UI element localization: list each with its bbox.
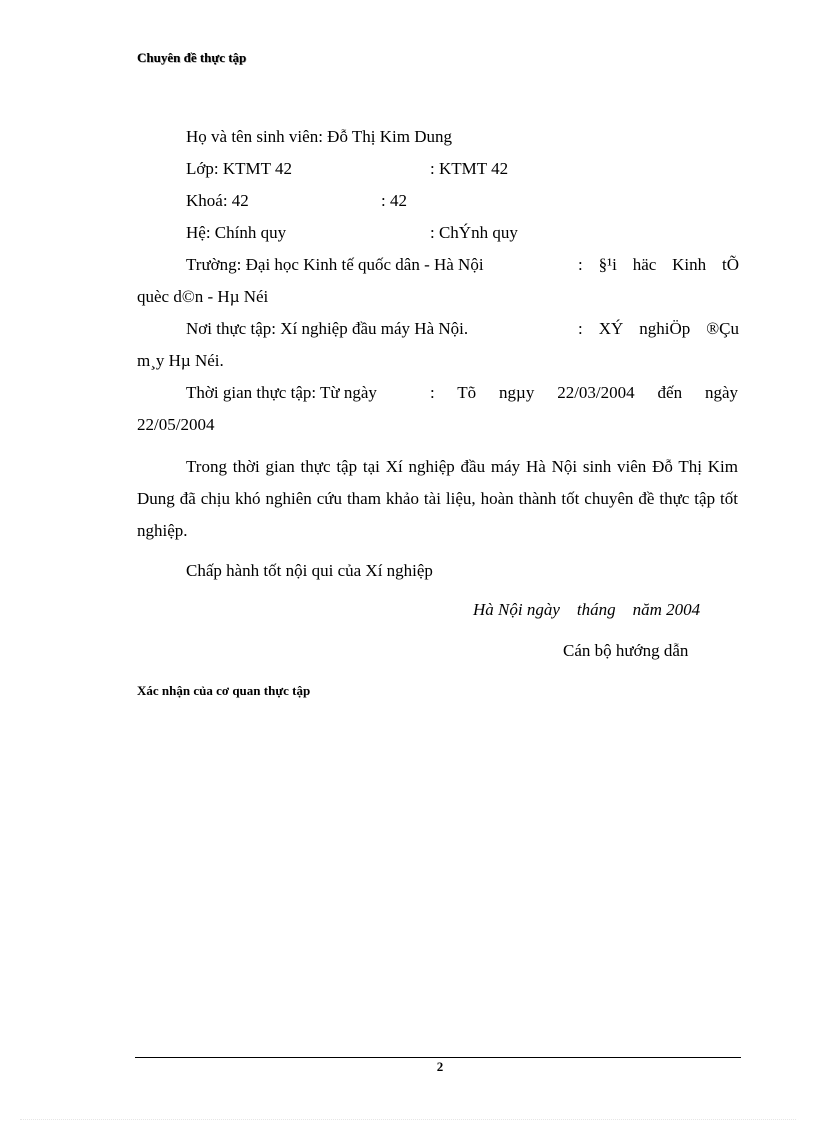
course-garbled: : 42 <box>381 191 407 210</box>
internship-place-garbled: : XÝ nghiÖp ®Çu <box>578 319 739 338</box>
confirmation-label: Xác nhận của cơ quan thực tập <box>137 683 311 698</box>
internship-end-date: 22/05/2004 <box>137 415 215 434</box>
system-line: Hệ: Chính quy <box>186 223 287 242</box>
signature-date: Hà Nội ngày tháng năm 2004 <box>473 600 701 619</box>
class-line: Lớp: KTMT 42 <box>186 159 292 178</box>
internship-time-line: Thời gian thực tập: Từ ngày <box>186 383 377 402</box>
internship-time-garbled: : Tõ ngµy 22/03/2004 đến ngày <box>430 383 738 402</box>
school-garbled-continued: quèc d©n - Hµ Néi <box>137 287 269 306</box>
internship-place-garbled-continued: m¸y Hµ Néi. <box>137 351 224 370</box>
compliance-line: Chấp hành tốt nội qui của Xí nghiệp <box>186 561 433 580</box>
page-edge-divider <box>20 1119 796 1120</box>
class-garbled: : KTMT 42 <box>430 159 509 178</box>
system-garbled: : ChÝnh quy <box>430 223 518 242</box>
evaluation-paragraph: Trong thời gian thực tập tại Xí nghiệp đầu máy Hà Nội sinh viên Đỗ Thị Kim Dung đã chịu khó nghiên cứu tham khảo tài liệu, hoàn thành tốt chuyên đề thực tập tốt nghiệp. <box>137 457 738 540</box>
school-garbled: : §¹i häc Kinh tÕ <box>578 255 739 274</box>
page-header-title: Chuyên đề thực tập <box>137 50 247 65</box>
internship-place-line: Nơi thực tập: Xí nghiệp đầu máy Hà Nội. <box>186 319 469 338</box>
school-line: Trường: Đại học Kinh tế quốc dân - Hà Nội <box>186 255 484 274</box>
course-line: Khoá: 42 <box>186 191 249 210</box>
signature-role: Cán bộ hướng dẫn <box>563 641 689 660</box>
page-number: 2 <box>436 1059 444 1074</box>
student-name-line: Họ và tên sinh viên: Đỗ Thị Kim Dung <box>186 127 452 146</box>
footer-divider <box>135 1057 741 1058</box>
